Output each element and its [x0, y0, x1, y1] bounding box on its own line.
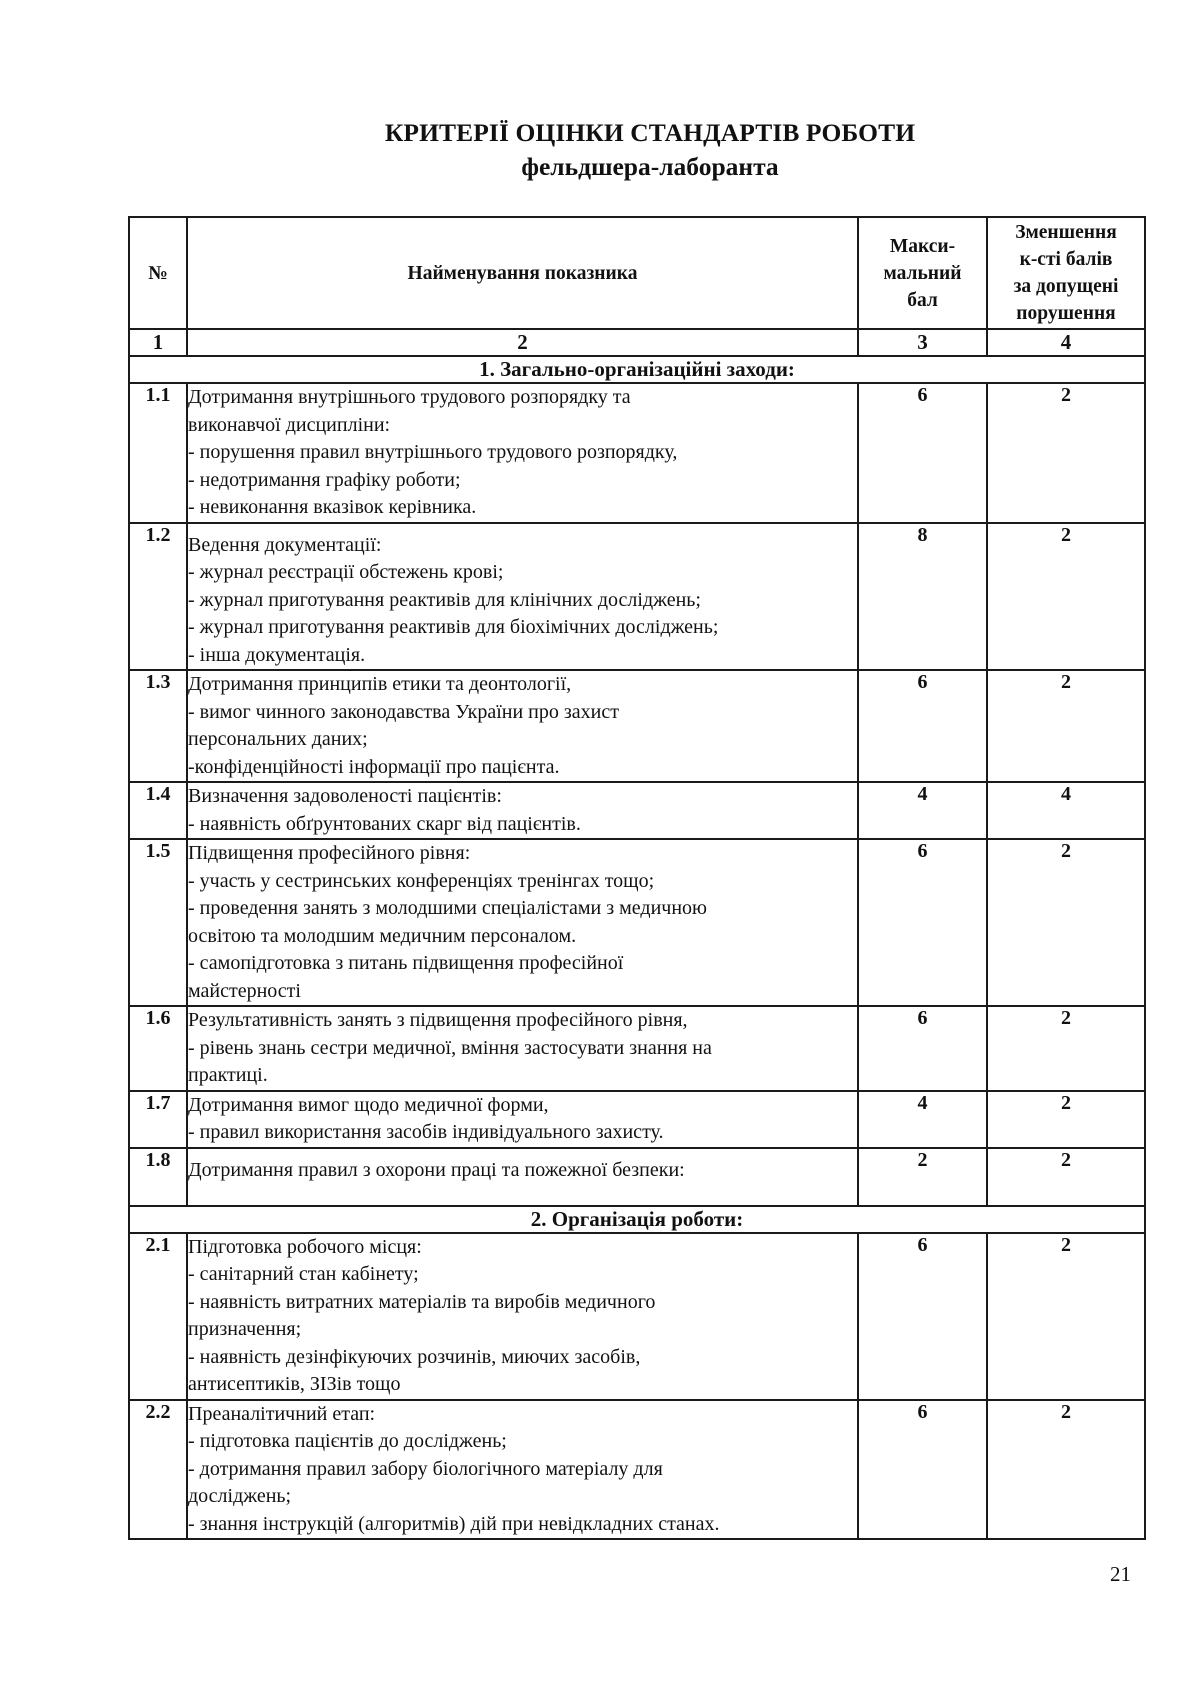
- score-reduction: 4: [987, 782, 1145, 839]
- indicator-line: - самопідготовка з питань підвищення професійної: [188, 952, 624, 974]
- indicator-line: Дотримання правил з охорони праці та пожежної безпеки:: [188, 1158, 685, 1181]
- row-number: 1.8: [129, 1148, 187, 1206]
- indicator-line: - знання інструкцій (алгоритмів) дій при невідкладних станах.: [188, 1512, 720, 1535]
- indicator-line: Визначення задоволеності пацієнтів:: [188, 785, 502, 807]
- header-max-score: [858, 217, 987, 329]
- table-row: [129, 1148, 1145, 1206]
- indicator-line: - участь у сестринських конференціях тренінгах тощо;: [188, 869, 655, 892]
- table-header-row: [129, 217, 1145, 329]
- indicator-line: - проведення занять з молодшими спеціалістами з медичною: [188, 897, 707, 919]
- row-number: 2.1: [129, 1233, 187, 1400]
- indicator-line: - санітарний стан кабінету;: [188, 1263, 419, 1285]
- table-row: [129, 383, 1145, 523]
- header-reduction-line: порушення: [1016, 303, 1116, 324]
- row-number: 1.6: [129, 1006, 187, 1091]
- indicator-line: - вимог чинного законодавства України про захист: [188, 700, 619, 723]
- indicator-line: виконавчої дисципліни:: [188, 413, 391, 436]
- score-reduction: 2: [987, 1091, 1145, 1148]
- table-row: [129, 839, 1145, 1006]
- indicator-line: антисептиків, ЗІЗів тощо: [188, 1373, 401, 1395]
- column-number: 2: [187, 329, 858, 356]
- document-subtitle: фельдшера-лаборанта: [521, 152, 779, 181]
- indicator-line: -конфіденційності інформації про пацієнта.: [188, 755, 560, 778]
- column-number: 1: [129, 329, 187, 356]
- indicator-line: - інша документація.: [188, 643, 366, 666]
- score-reduction: 2: [987, 839, 1145, 1006]
- indicator-line: Дотримання вимог щодо медичної форми,: [188, 1093, 549, 1116]
- header-max-line: бал: [907, 289, 938, 311]
- section-title: 1. Загально-організаційні заходи:: [129, 356, 1145, 383]
- indicator-name: [187, 523, 858, 671]
- indicator-line: - журнал приготування реактивів для біохімічних досліджень;: [188, 616, 719, 638]
- row-number: 1.4: [129, 782, 187, 839]
- max-score: 6: [858, 1233, 987, 1400]
- row-number: 2.2: [129, 1400, 187, 1540]
- header-reduction-line: к-сті балів: [1019, 249, 1113, 270]
- indicator-line: персональних даних;: [188, 728, 368, 750]
- table-row: [129, 782, 1145, 839]
- column-number: 3: [858, 329, 987, 356]
- max-score: 4: [858, 782, 987, 839]
- score-reduction: 2: [987, 1148, 1145, 1206]
- max-score: 6: [858, 1400, 987, 1540]
- section-title: 2. Організація роботи:: [129, 1206, 1145, 1233]
- indicator-name: [187, 1148, 858, 1206]
- row-number: 1.7: [129, 1091, 187, 1148]
- indicator-line: Дотримання принципів етики та деонтології,: [188, 673, 572, 695]
- max-score: 6: [858, 839, 987, 1006]
- header-max-line: мальний: [883, 262, 962, 284]
- row-number: 1.1: [129, 383, 187, 523]
- indicator-line: - невиконання вказівок керівника.: [188, 496, 477, 518]
- header-max-line: Макси-: [889, 235, 956, 257]
- max-score: 6: [858, 670, 987, 782]
- indicator-name: [187, 1091, 858, 1148]
- header-reduction-line: Зменшення: [1015, 222, 1117, 243]
- max-score: 4: [858, 1091, 987, 1148]
- score-reduction: 2: [987, 523, 1145, 671]
- table-row: [129, 1400, 1145, 1540]
- indicator-line: практиці.: [188, 1064, 268, 1086]
- section-header-row: [129, 1206, 1145, 1233]
- page-number: 21: [1110, 1562, 1131, 1586]
- indicator-name: [187, 1006, 858, 1091]
- indicator-line: - наявність витратних матеріалів та виробів медичного: [188, 1290, 656, 1313]
- header-score-reduction: [987, 217, 1145, 329]
- indicator-line: - наявність обґрунтованих скарг від пацієнтів.: [188, 812, 581, 835]
- indicator-line: призначення;: [188, 1318, 302, 1340]
- indicator-line: - порушення правил внутрішнього трудового розпорядку,: [188, 441, 678, 463]
- header-indicator-name: Найменування показника: [187, 217, 858, 329]
- document-title: КРИТЕРІЇ ОЦІНКИ СТАНДАРТІВ РОБОТИ: [384, 118, 916, 147]
- indicator-name: [187, 839, 858, 1006]
- row-number: 1.3: [129, 670, 187, 782]
- table-row: [129, 523, 1145, 671]
- indicator-line: - підготовка пацієнтів до досліджень;: [188, 1430, 507, 1452]
- indicator-line: досліджень;: [188, 1485, 292, 1507]
- score-reduction: 2: [987, 1233, 1145, 1400]
- table-body: [129, 356, 1145, 1539]
- indicator-name: [187, 1233, 858, 1400]
- score-reduction: 2: [987, 1006, 1145, 1091]
- table-row: [129, 1006, 1145, 1091]
- table-row: [129, 1091, 1145, 1148]
- column-number-row: [129, 329, 1145, 356]
- indicator-name: [187, 782, 858, 839]
- score-reduction: 2: [987, 1400, 1145, 1540]
- section-header-row: [129, 356, 1145, 383]
- max-score: 8: [858, 523, 987, 671]
- row-number: 1.2: [129, 523, 187, 671]
- score-reduction: 2: [987, 383, 1145, 523]
- indicator-line: Дотримання внутрішнього трудового розпорядку та: [188, 386, 631, 408]
- indicator-line: Підвищення професійного рівня:: [188, 842, 471, 864]
- indicator-name: [187, 670, 858, 782]
- indicator-line: освітою та молодшим медичним персоналом.: [188, 924, 577, 947]
- indicator-line: - рівень знань сестри медичної, вміння застосувати знання на: [188, 1036, 712, 1059]
- max-score: 6: [858, 1006, 987, 1091]
- max-score: 6: [858, 383, 987, 523]
- indicator-line: - журнал приготування реактивів для клінічних досліджень;: [188, 588, 701, 611]
- indicator-line: - правил використання засобів індивідуального захисту.: [188, 1121, 664, 1143]
- indicator-line: - наявність дезінфікуючих розчинів, миючих засобів,: [188, 1345, 641, 1368]
- indicator-line: Ведення документації:: [188, 533, 382, 556]
- score-reduction: 2: [987, 670, 1145, 782]
- header-number: №: [129, 217, 187, 329]
- table-row: [129, 1233, 1145, 1400]
- criteria-table: [128, 216, 1146, 1540]
- table-row: [129, 670, 1145, 782]
- indicator-line: - дотримання правил забору біологічного матеріалу для: [188, 1457, 663, 1480]
- row-number: 1.5: [129, 839, 187, 1006]
- header-reduction-line: за допущені: [1013, 276, 1119, 297]
- indicator-line: Підготовка робочого місця:: [188, 1235, 422, 1258]
- indicator-name: [187, 383, 858, 523]
- indicator-line: - журнал реєстрації обстежень крові;: [188, 561, 504, 583]
- indicator-line: Результативність занять з підвищення професійного рівня,: [188, 1009, 688, 1031]
- max-score: 2: [858, 1148, 987, 1206]
- indicator-line: майстерності: [188, 979, 301, 1002]
- indicator-line: Преаналітичний етап:: [188, 1402, 376, 1425]
- indicator-name: [187, 1400, 858, 1540]
- column-number: 4: [987, 329, 1145, 356]
- indicator-line: - недотримання графіку роботи;: [188, 468, 461, 491]
